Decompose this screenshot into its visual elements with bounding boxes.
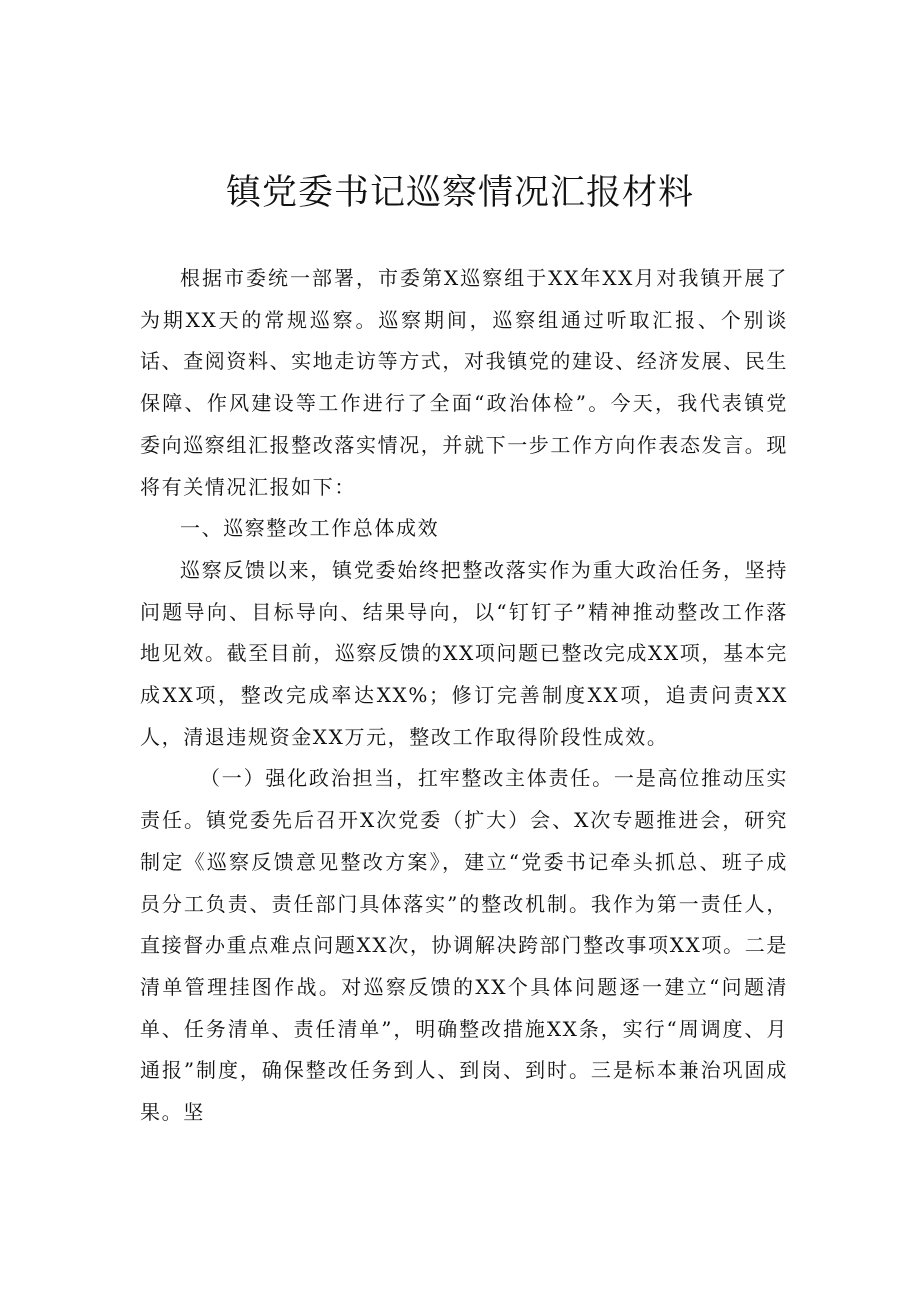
section-heading: 一、巡察整改工作总体成效 xyxy=(180,516,440,541)
paragraph-intro: 根据市委统一部署，市委第X巡察组于XX年XX月对我镇开展了为期XX天的常规巡察。巡察期间，巡察组通过听取汇报、个别谈话、查阅资料、实地走访等方式，对我镇党的建设、经济发展、民生保障、作风建设等工作进行了全面“政治体检”。今天，我代表镇党委向巡察组汇报整改落实情况，并就下一步工作方向作表态发言。现将有关情况汇报如下： xyxy=(140,266,788,499)
paragraph-subsection-one: （一）强化政治担当，扛牢整改主体责任。一是高位推动压实责任。镇党委先后召开X次党委（扩大）会、X次专题推进会，研究制定《巡察反馈意见整改方案》，建立“党委书记牵头抓总、班子成员分工负责、责任部门具体落实”的整改机制。我作为第一责任人，直接督办重点难点问题XX次，协调解决跨部门整改事项XX项。二是清单管理挂图作战。对巡察反馈的XX个具体问题逐一建立“问题清单、任务清单、责任清单”，明确整改措施XX条，实行“周调度、月通报”制度，确保整改任务到人、到岗、到时。三是标本兼治巩固成果。坚 xyxy=(140,766,788,1125)
document-body xyxy=(140,258,788,1134)
paragraph-overall-results: 巡察反馈以来，镇党委始终把整改落实作为重大政治任务，坚持问题导向、目标导向、结果导向，以“钉钉子”精神推动整改工作落地见效。截至目前，巡察反馈的XX项问题已整改完成XX项，基本完成XX项，整改完成率达XX%；修订完善制度XX项，追责问责XX人，清退违规资金XX万元，整改工作取得阶段性成效。 xyxy=(140,557,788,749)
document-title: 镇党委书记巡察情况汇报材料 xyxy=(225,173,694,213)
